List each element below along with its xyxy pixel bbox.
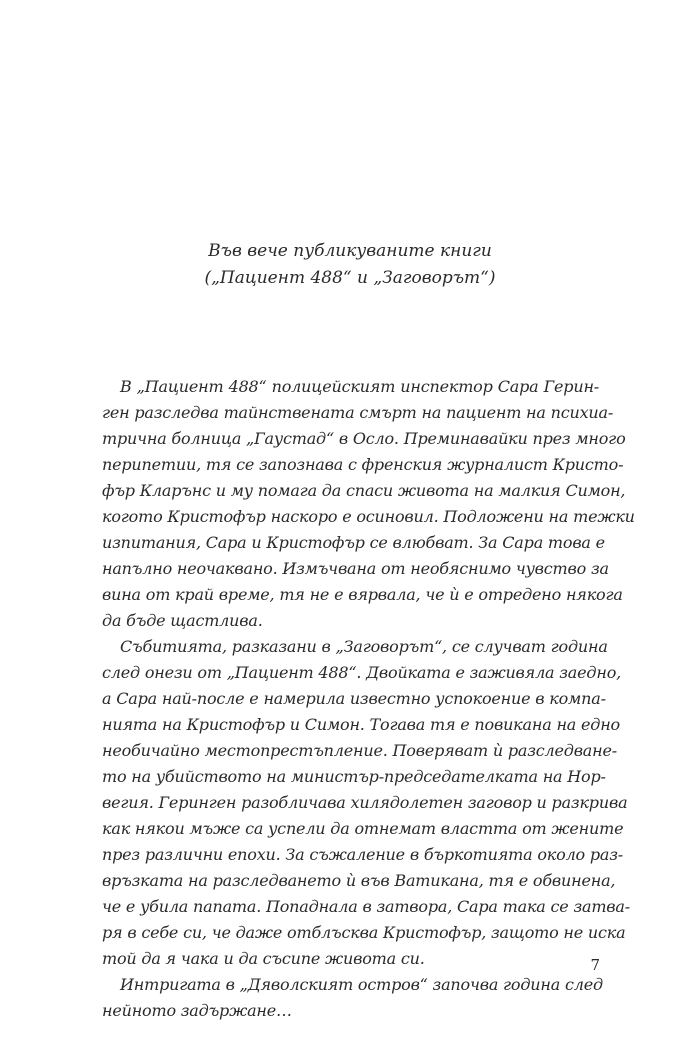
text-line: да бъде щастлива. <box>102 611 263 630</box>
text-line: ря в себе си, че даже отблъсква Кристофър, защото не иска <box>102 923 626 942</box>
text-line: фър Кларънс и му помага да спаси живота на малкия Симон, <box>102 481 626 500</box>
page-heading <box>0 238 700 292</box>
text-line: перипетии, тя се запознава с френския журналист Кристо- <box>102 455 624 474</box>
text-line: връзката на разследването ѝ във Ватикана, тя е обвинена, <box>102 871 616 890</box>
text-line: трична болница „Гаустад“ в Осло. Преминавайки през много <box>102 429 626 448</box>
text-line: че е убила папата. Попаднала в затвора, Сара така се затва- <box>102 897 630 916</box>
text-line: той да я чака и да съсипе живота си. <box>102 949 425 968</box>
text-line: Събитията, разказани в „Заговорът“, се случват година <box>120 637 608 656</box>
heading-line-1: Във вече публикуваните книги <box>208 241 492 261</box>
text-line: през различни епохи. За съжаление в бъркотията около раз- <box>102 845 623 864</box>
text-line: нията на Кристофър и Симон. Тогава тя е повикана на едно <box>102 715 620 734</box>
text-line: В „Пациент 488“ полицейският инспектор Сара Герин- <box>120 377 599 396</box>
text-line: когото Кристофър наскоро е осиновил. Подложени на тежки <box>102 507 635 526</box>
heading-line-2: („Пациент 488“ и „Заговорът“) <box>204 268 496 288</box>
text-line: то на убийството на министър-председателката на Нор- <box>102 767 606 786</box>
text-line: а Сара най-после е намерила известно успокоение в компа- <box>102 689 606 708</box>
text-line: ген разследва тайнствената смърт на пациент на психиа- <box>102 403 614 422</box>
page-number: 7 <box>590 956 600 974</box>
paragraph-1 <box>102 374 635 634</box>
paragraph-3 <box>102 972 603 1024</box>
text-line: изпитания, Сара и Кристофър се влюбват. За Сара това е <box>102 533 605 552</box>
text-line: необичайно местопрестъпление. Поверяват ѝ разследване- <box>102 741 617 760</box>
text-line: как някои мъже са успели да отнемат властта от жените <box>102 819 624 838</box>
text-line: нейното задържане… <box>102 1001 292 1020</box>
text-line: вина от край време, тя не е вярвала, че ѝ е отредено някога <box>102 585 623 604</box>
text-line: напълно неочаквано. Измъчвана от необяснимо чувство за <box>102 559 609 578</box>
text-line: Интригата в „Дяволският остров“ започва година след <box>120 975 603 994</box>
text-line: вегия. Геринген разобличава хилядолетен заговор и разкрива <box>102 793 628 812</box>
text-line: след онези от „Пациент 488“. Двойката е заживяла заедно, <box>102 663 622 682</box>
body-text <box>102 374 635 1024</box>
paragraph-2 <box>102 634 630 972</box>
